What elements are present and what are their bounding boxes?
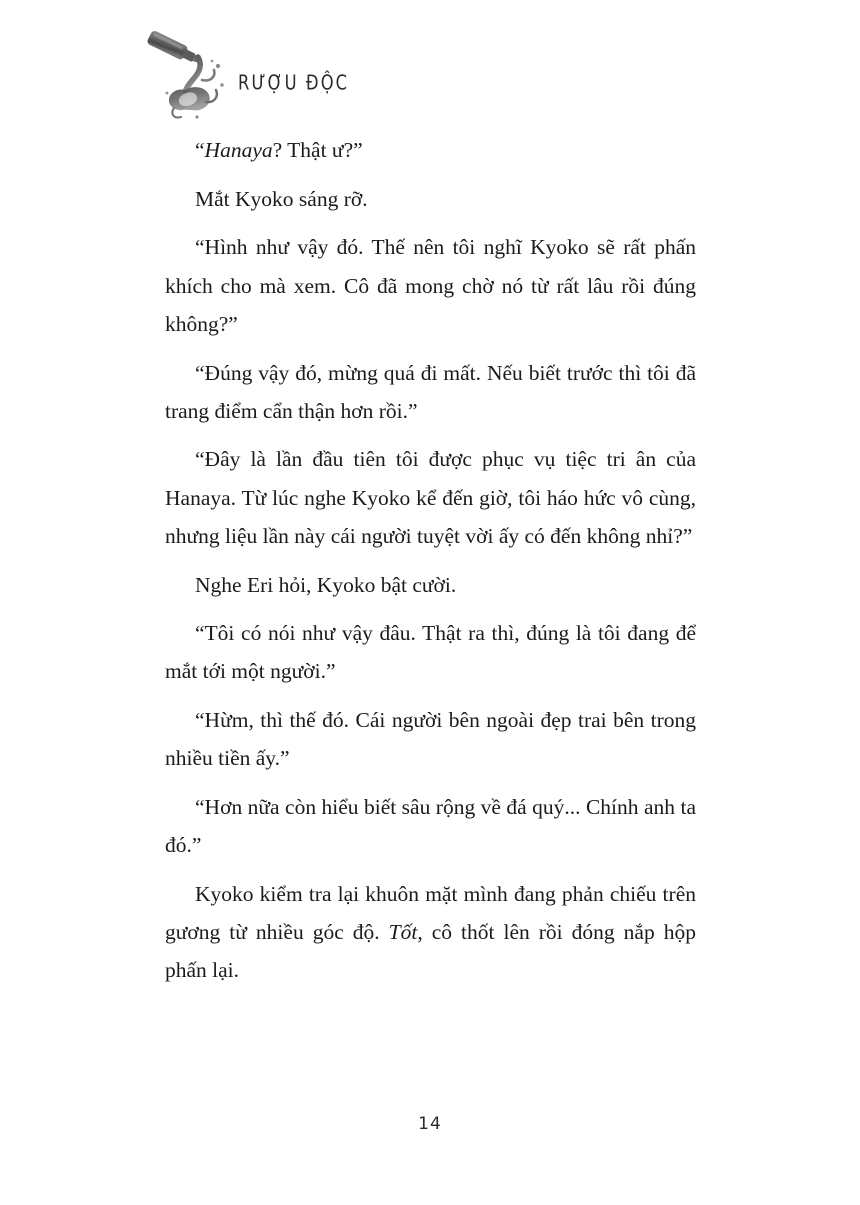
emphasis-text: Tốt, (388, 920, 423, 945)
paragraph (165, 566, 696, 604)
running-header (140, 30, 700, 120)
paragraph (165, 614, 696, 690)
body-text-run: cô thốt lên rồi đóng nắp hộp phấn lại. (165, 920, 696, 983)
page-number: 14 (418, 1114, 442, 1134)
body-text-run: “Đây là lần đầu tiên tôi được phục vụ tiệc tri ân của Hanaya. Từ lúc nghe Kyoko kể đến giờ, tôi háo hức vô cùng, nhưng liệu lần này cái người tuyệt vời ấy có đến không nhỉ?” (165, 447, 696, 548)
paragraph (165, 228, 696, 343)
paragraph (165, 131, 696, 169)
body-text-run: Nghe Eri hỏi, Kyoko bật cười. (195, 572, 457, 597)
pouring-bottle-icon (140, 30, 250, 120)
paragraph (165, 788, 696, 864)
body-text-run: “Đúng vậy đó, mừng quá đi mất. Nếu biết trước thì tôi đã trang điểm cẩn thận hơn rồi.” (165, 360, 696, 423)
body-text-run: “Hình như vậy đó. Thế nên tôi nghĩ Kyoko sẽ rất phấn khích cho mà xem. Cô đã mong chờ nó từ rất lâu rồi đúng không?” (165, 235, 696, 336)
body-text-run: ? Thật ư?” (272, 138, 363, 162)
body-text-run: “ (195, 138, 205, 162)
chapter-running-title: RƯỢU ĐỘC (238, 72, 350, 96)
body-text-run: Kyoko kiểm tra lại khuôn mặt mình đang phản chiếu trên gương từ nhiều góc độ. (165, 881, 696, 945)
paragraph (165, 180, 696, 218)
body-text-run: Mắt Kyoko sáng rỡ. (195, 186, 368, 211)
paragraph (165, 701, 696, 777)
body-text-run: “Hừm, thì thế đó. Cái người bên ngoài đẹp trai bên trong nhiều tiền ấy.” (165, 708, 696, 771)
paragraph (165, 875, 696, 990)
body-text-run: “Tôi có nói như vậy đâu. Thật ra thì, đúng là tôi đang để mắt tới một người.” (165, 621, 696, 684)
paragraph (165, 354, 696, 430)
emphasis-text: Hanaya (204, 138, 273, 162)
pouring-bottle-illustration (140, 30, 250, 120)
paragraph (165, 440, 696, 555)
body-text-column (165, 131, 696, 990)
body-text-run: “Hơn nữa còn hiểu biết sâu rộng về đá quý... Chính anh ta đó.” (165, 795, 696, 858)
